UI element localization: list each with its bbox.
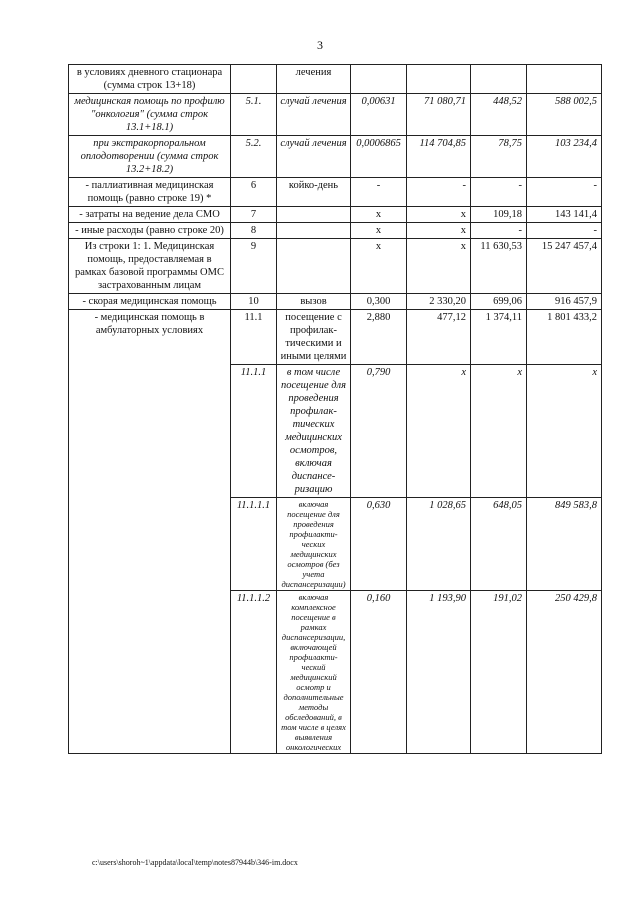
row-cost: 477,12 xyxy=(407,310,471,365)
row-cost: x xyxy=(407,239,471,294)
row-norm: - xyxy=(351,178,407,207)
row-cost: 1 193,90 xyxy=(407,591,471,754)
row-total: 250 429,8 xyxy=(527,591,602,754)
table-row xyxy=(69,207,602,223)
table-row xyxy=(69,223,602,239)
row-unit xyxy=(277,239,351,294)
row-per-capita: 78,75 xyxy=(471,136,527,178)
row-label: - медицинская помощь в амбулаторных условиях xyxy=(69,310,231,754)
row-cost: x xyxy=(407,223,471,239)
row-total: - xyxy=(527,223,602,239)
row-unit: включая комплексное посещение в рамках диспансеризации, включающей профилакти-ческий медицинский осмотр и дополнительные методы обследований, в том числе в целях выявления онкологических xyxy=(277,591,351,754)
row-per-capita: - xyxy=(471,178,527,207)
row-cost xyxy=(407,65,471,94)
row-total: 849 583,8 xyxy=(527,498,602,591)
row-per-capita: 648,05 xyxy=(471,498,527,591)
table-row xyxy=(69,178,602,207)
row-label: Из строки 1: 1. Медицинская помощь, предоставляемая в рамках базовой программы ОМС застрахованным лицам xyxy=(69,239,231,294)
row-cost: 1 028,65 xyxy=(407,498,471,591)
row-total: 916 457,9 xyxy=(527,294,602,310)
row-number: 11.1 xyxy=(231,310,277,365)
table-row xyxy=(69,310,602,365)
row-unit: случай лечения xyxy=(277,136,351,178)
row-total: 143 141,4 xyxy=(527,207,602,223)
row-total xyxy=(527,65,602,94)
row-unit: включая посещение для проведения профилакти-ческих медицинских осмотров (без учета диспансеризации) xyxy=(277,498,351,591)
row-per-capita: x xyxy=(471,365,527,498)
row-per-capita: 448,52 xyxy=(471,94,527,136)
row-cost: - xyxy=(407,178,471,207)
row-per-capita: 191,02 xyxy=(471,591,527,754)
row-norm: 0,630 xyxy=(351,498,407,591)
row-per-capita xyxy=(471,65,527,94)
row-number: 11.1.1.2 xyxy=(231,591,277,754)
row-unit: вызов xyxy=(277,294,351,310)
row-label: в условиях дневного стационара (сумма строк 13+18) xyxy=(69,65,231,94)
row-total: 103 234,4 xyxy=(527,136,602,178)
row-cost: 2 330,20 xyxy=(407,294,471,310)
row-unit: случай лечения xyxy=(277,94,351,136)
row-norm: x xyxy=(351,207,407,223)
row-norm: x xyxy=(351,239,407,294)
row-norm: 2,880 xyxy=(351,310,407,365)
row-per-capita: - xyxy=(471,223,527,239)
row-number: 9 xyxy=(231,239,277,294)
row-unit xyxy=(277,207,351,223)
table-row xyxy=(69,94,602,136)
table-row xyxy=(69,136,602,178)
row-number: 8 xyxy=(231,223,277,239)
row-number: 6 xyxy=(231,178,277,207)
row-total: 588 002,5 xyxy=(527,94,602,136)
row-number: 11.1.1 xyxy=(231,365,277,498)
row-total: - xyxy=(527,178,602,207)
row-norm: 0,160 xyxy=(351,591,407,754)
row-unit: в том числе посещение для проведения профилак-тических медицинских осмотров, включая диспансе-ризацию xyxy=(277,365,351,498)
row-total: x xyxy=(527,365,602,498)
row-cost: 114 704,85 xyxy=(407,136,471,178)
row-per-capita: 109,18 xyxy=(471,207,527,223)
row-label: при экстракорпоральном оплодотворении (сумма строк 13.2+18.2) xyxy=(69,136,231,178)
row-number: 5.2. xyxy=(231,136,277,178)
row-label: - иные расходы (равно строке 20) xyxy=(69,223,231,239)
row-cost: x xyxy=(407,365,471,498)
row-number: 5.1. xyxy=(231,94,277,136)
financial-table xyxy=(68,64,602,754)
row-unit: лечения xyxy=(277,65,351,94)
row-number: 10 xyxy=(231,294,277,310)
row-unit: койко-день xyxy=(277,178,351,207)
table-row xyxy=(69,239,602,294)
row-label: медицинская помощь по профилю "онкология" (сумма строк 13.1+18.1) xyxy=(69,94,231,136)
row-norm: 0,00631 xyxy=(351,94,407,136)
row-label: - затраты на ведение дела СМО xyxy=(69,207,231,223)
row-cost: x xyxy=(407,207,471,223)
row-total: 15 247 457,4 xyxy=(527,239,602,294)
row-norm xyxy=(351,65,407,94)
row-number: 11.1.1.1 xyxy=(231,498,277,591)
file-path-footer: c:\users\shoroh~1\appdata\local\temp\notes87944b\346-im.docx xyxy=(92,858,298,867)
row-norm: 0,0006865 xyxy=(351,136,407,178)
row-norm: 0,790 xyxy=(351,365,407,498)
row-per-capita: 11 630,53 xyxy=(471,239,527,294)
row-number xyxy=(231,65,277,94)
row-norm: 0,300 xyxy=(351,294,407,310)
row-total: 1 801 433,2 xyxy=(527,310,602,365)
row-norm: x xyxy=(351,223,407,239)
row-unit xyxy=(277,223,351,239)
row-cost: 71 080,71 xyxy=(407,94,471,136)
row-label: - скорая медицинская помощь xyxy=(69,294,231,310)
row-per-capita: 1 374,11 xyxy=(471,310,527,365)
row-per-capita: 699,06 xyxy=(471,294,527,310)
page-number: 3 xyxy=(317,38,323,52)
table-row xyxy=(69,65,602,94)
row-unit: посещение с профилак-тическими и иными целями xyxy=(277,310,351,365)
table-row xyxy=(69,294,602,310)
row-number: 7 xyxy=(231,207,277,223)
row-label: - паллиативная медицинская помощь (равно строке 19) * xyxy=(69,178,231,207)
